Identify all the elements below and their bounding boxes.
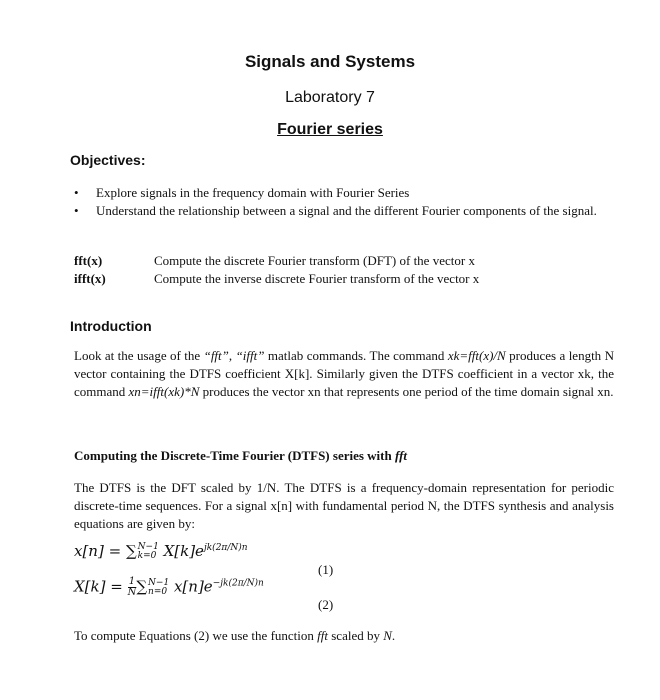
eq2-lhs: X[k] = bbox=[74, 577, 128, 596]
eq2-fraction-denominator: N bbox=[127, 587, 137, 598]
closing-text: To compute Equations (2) we use the function bbox=[74, 628, 318, 643]
lab-number: Laboratory 7 bbox=[285, 89, 375, 106]
ifft-command: xn=ifft(xk)*N bbox=[128, 384, 200, 399]
equation-number-2: (2) bbox=[318, 597, 334, 612]
intro-text-2: matlab commands. The command bbox=[264, 348, 448, 363]
closing-n: N bbox=[383, 628, 392, 643]
eq1-lower-limit: k=0 bbox=[137, 551, 157, 561]
intro-text-4: produces the vector xn that represents one period of the time domain signal xn. bbox=[199, 384, 614, 399]
equation-number-1: (1) bbox=[318, 562, 334, 577]
equation-synthesis bbox=[74, 542, 248, 561]
bullet-icon: • bbox=[74, 185, 79, 200]
document-title: Signals and Systems bbox=[244, 52, 416, 71]
closing-rest: scaled by bbox=[327, 628, 384, 643]
objectives-heading: Objectives: bbox=[70, 152, 146, 168]
eq2-exponent: −jk(2π/N)n bbox=[212, 578, 264, 589]
introduction-heading: Introduction bbox=[70, 318, 152, 334]
intro-text-1: Look at the usage of the bbox=[74, 348, 204, 363]
dtfs-heading bbox=[74, 448, 407, 464]
command-name: fft(x) bbox=[74, 253, 103, 268]
bullet-icon: • bbox=[74, 203, 79, 218]
ifft-quote: “ifft” bbox=[235, 348, 265, 363]
eq2-limits bbox=[148, 579, 169, 597]
command-description: Compute the discrete Fourier transform (DFT) of the vector x bbox=[154, 253, 475, 268]
fft-command: xk=fft(x)/N bbox=[447, 348, 506, 363]
closing-end: . bbox=[391, 628, 396, 643]
equation-analysis bbox=[74, 577, 264, 598]
eq1-exponent: jk(2π/N)n bbox=[203, 543, 248, 553]
eq1-body: X[k]e bbox=[158, 542, 204, 560]
introduction-paragraph bbox=[74, 347, 614, 401]
intro-text-3: produces a length N vector containing the DTFS coefficient X[k]. Similarly given the DTFS coefficient in a vector xk, the command bbox=[74, 348, 614, 399]
dtfs-heading-text: Computing the Discrete-Time Fourier (DTFS) series with bbox=[74, 448, 395, 463]
command-name: ifft(x) bbox=[74, 271, 106, 286]
eq2-sum-symbol: ∑ bbox=[136, 577, 148, 596]
objective-item bbox=[74, 203, 620, 219]
eq1-lhs: x[n] = bbox=[74, 542, 126, 560]
eq2-lower-limit: n=0 bbox=[148, 586, 168, 597]
objective-text: Explore signals in the frequency domain with Fourier Series bbox=[96, 185, 410, 200]
closing-paragraph bbox=[74, 627, 614, 645]
fft-quote: “fft” bbox=[203, 348, 229, 363]
dtfs-heading-fn: fft bbox=[394, 448, 408, 463]
intro-comma: , bbox=[228, 348, 236, 363]
eq1-upper-limit: N−1 bbox=[137, 542, 159, 552]
closing-fn: fft bbox=[317, 628, 328, 643]
eq2-fraction-numerator: 1 bbox=[128, 576, 136, 587]
dtfs-paragraph: The DTFS is the DFT scaled by 1/N. The DTFS is a frequency-domain representation for periodic discrete-time sequences. For a signal x[n] with fundamental period N, the DTFS synthesis and analysis equations are given by: bbox=[74, 480, 614, 531]
eq2-upper-limit: N−1 bbox=[148, 577, 170, 588]
lab-topic: Fourier series bbox=[277, 121, 383, 138]
objective-item bbox=[74, 185, 620, 201]
command-description: Compute the inverse discrete Fourier transform of the vector x bbox=[154, 271, 480, 286]
eq2-body: x[n]e bbox=[169, 577, 213, 596]
objectives-list bbox=[74, 185, 620, 221]
eq1-sum-symbol: ∑ bbox=[125, 542, 137, 560]
objective-text: Understand the relationship between a signal and the different Fourier components of the signal. bbox=[96, 203, 597, 218]
eq1-limits bbox=[138, 543, 159, 561]
